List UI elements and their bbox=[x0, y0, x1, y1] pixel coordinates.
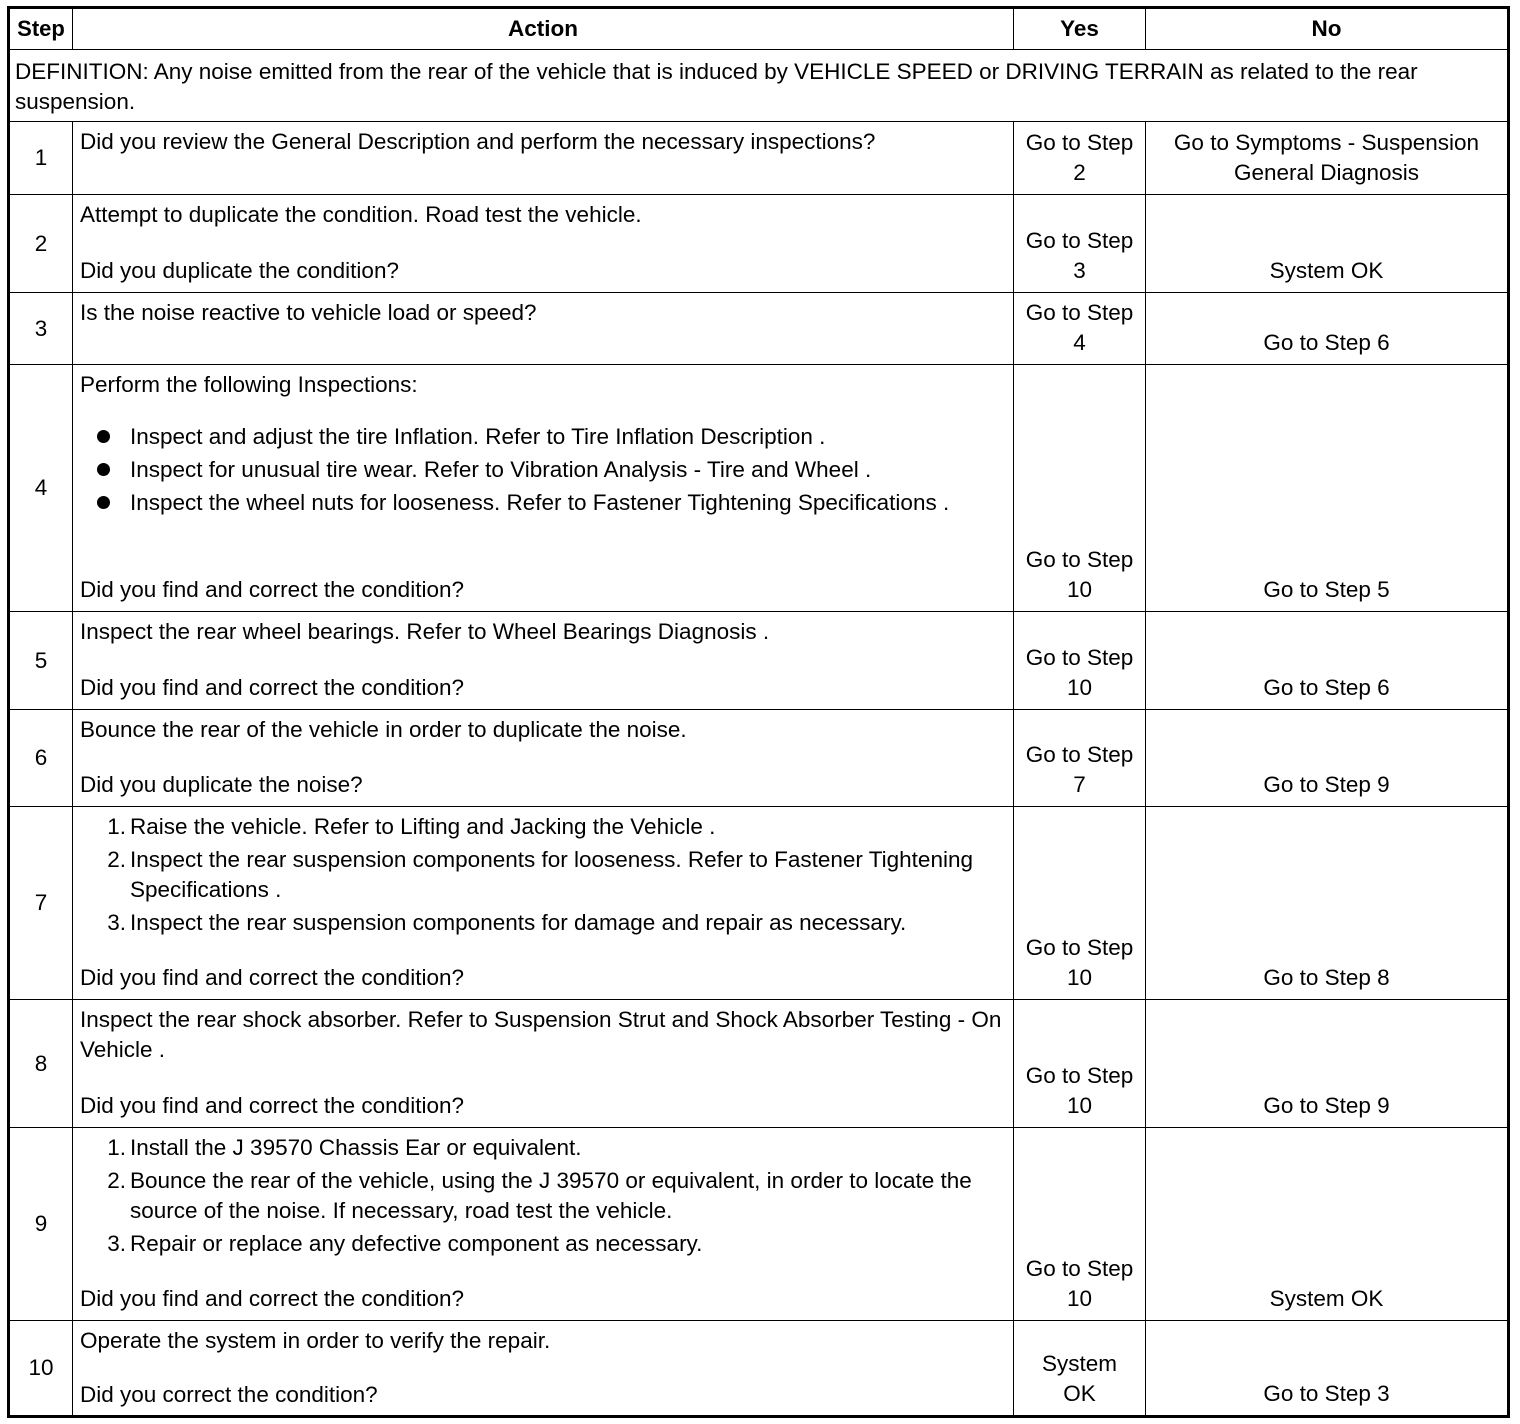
action-content bbox=[80, 1326, 1005, 1410]
action-content bbox=[80, 617, 1005, 703]
no-result bbox=[1146, 365, 1509, 612]
numbered-item bbox=[80, 1133, 1005, 1163]
numbered-item bbox=[80, 1166, 1005, 1226]
step-row bbox=[9, 365, 1509, 612]
action-question: Did you correct the condition? bbox=[80, 1382, 378, 1407]
definition-text: DEFINITION: Any noise emitted from the rear of the vehicle that is induced by VEHICLE SPEED or DRIVING TERRAIN as related to the rear suspension. bbox=[9, 50, 1509, 122]
action-content bbox=[80, 1133, 1005, 1314]
action-question: Did you find and correct the condition? bbox=[80, 1093, 464, 1118]
step-row bbox=[9, 1000, 1509, 1128]
yes-result bbox=[1014, 1321, 1146, 1417]
yes-result bbox=[1014, 612, 1146, 710]
step-number: 7 bbox=[9, 807, 73, 1000]
action-text: Operate the system in order to verify the repair. bbox=[80, 1328, 551, 1353]
yes-line: System bbox=[1041, 1351, 1117, 1376]
yes-line: 10 bbox=[1066, 1286, 1093, 1311]
step-row bbox=[9, 122, 1509, 195]
yes-line: 4 bbox=[1073, 330, 1086, 355]
no-result bbox=[1146, 195, 1509, 293]
step-row bbox=[9, 195, 1509, 293]
yes-line: Go to Step bbox=[1025, 300, 1134, 325]
action-question: Did you find and correct the condition? bbox=[80, 965, 464, 990]
action-content bbox=[80, 812, 1005, 993]
yes-line: Go to Step bbox=[1025, 1063, 1134, 1088]
no-line: System OK bbox=[1269, 258, 1384, 283]
step-row bbox=[9, 710, 1509, 807]
item-number: 2. bbox=[107, 1168, 126, 1193]
action-cell bbox=[73, 195, 1014, 293]
yes-line: Go to Step bbox=[1025, 547, 1134, 572]
yes-result bbox=[1014, 1128, 1146, 1321]
action-text: Is the noise reactive to vehicle load or speed? bbox=[80, 300, 537, 325]
action-content bbox=[80, 1005, 1005, 1121]
numbered-item bbox=[80, 908, 1005, 938]
yes-line: Go to Step bbox=[1025, 228, 1134, 253]
step-number: 1 bbox=[9, 122, 73, 195]
yes-line: 10 bbox=[1066, 577, 1093, 602]
yes-line: 3 bbox=[1073, 258, 1086, 283]
item-text: Inspect the rear suspension components for looseness. Refer to Fastener Tightening Specifications . bbox=[130, 847, 973, 902]
no-line: Go to Step 6 bbox=[1263, 675, 1390, 700]
action-body bbox=[80, 812, 1005, 941]
action-body bbox=[80, 200, 1005, 230]
action-cell bbox=[73, 710, 1014, 807]
action-cell bbox=[73, 1321, 1014, 1417]
action-question: Did you find and correct the condition? bbox=[80, 577, 464, 602]
bullet-text: Inspect for unusual tire wear. Refer to Vibration Analysis - Tire and Wheel . bbox=[130, 457, 872, 482]
step-row bbox=[9, 1321, 1509, 1417]
item-number: 3. bbox=[107, 910, 126, 935]
yes-line: 10 bbox=[1066, 1093, 1093, 1118]
yes-line: 7 bbox=[1073, 772, 1086, 797]
action-content bbox=[80, 370, 1005, 605]
action-text: Did you review the General Description and perform the necessary inspections? bbox=[80, 129, 876, 154]
step-number: 5 bbox=[9, 612, 73, 710]
action-text: Inspect the rear shock absorber. Refer to Suspension Strut and Shock Absorber Testing - On Vehicle . bbox=[80, 1007, 1002, 1062]
action-text: Perform the following Inspections: bbox=[80, 372, 418, 397]
no-line: System OK bbox=[1269, 1286, 1384, 1311]
item-text: Raise the vehicle. Refer to Lifting and Jacking the Vehicle . bbox=[130, 814, 716, 839]
action-body bbox=[80, 370, 1005, 521]
bullet-list bbox=[80, 422, 1005, 518]
yes-result bbox=[1014, 1000, 1146, 1128]
action-body bbox=[80, 127, 1005, 157]
no-line: Go to Step 8 bbox=[1263, 965, 1390, 990]
numbered-list bbox=[80, 1133, 1005, 1259]
bullet-text: Inspect and adjust the tire Inflation. Refer to Tire Inflation Description . bbox=[130, 424, 826, 449]
action-text: Attempt to duplicate the condition. Road test the vehicle. bbox=[80, 202, 642, 227]
diagnostic-table bbox=[7, 6, 1510, 1418]
step-number: 3 bbox=[9, 293, 73, 365]
no-result bbox=[1146, 612, 1509, 710]
action-cell bbox=[73, 612, 1014, 710]
no-result bbox=[1146, 122, 1509, 195]
no-result bbox=[1146, 293, 1509, 365]
bullet-text: Inspect the wheel nuts for looseness. Refer to Fastener Tightening Specifications . bbox=[130, 490, 950, 515]
step-number: 2 bbox=[9, 195, 73, 293]
no-result bbox=[1146, 710, 1509, 807]
action-cell bbox=[73, 1128, 1014, 1321]
step-number: 4 bbox=[9, 365, 73, 612]
bullet-item bbox=[80, 488, 1005, 518]
action-question: Did you find and correct the condition? bbox=[80, 1286, 464, 1311]
numbered-list bbox=[80, 812, 1005, 938]
definition-row bbox=[9, 50, 1509, 122]
step-row bbox=[9, 807, 1509, 1000]
action-body bbox=[80, 1326, 1005, 1356]
yes-result bbox=[1014, 710, 1146, 807]
bullet-icon bbox=[80, 422, 128, 452]
step-number: 6 bbox=[9, 710, 73, 807]
header-yes: Yes bbox=[1014, 8, 1146, 50]
action-question: Did you duplicate the condition? bbox=[80, 258, 399, 283]
item-number: 1. bbox=[107, 1135, 126, 1160]
yes-line: Go to Step bbox=[1025, 130, 1134, 155]
yes-line: OK bbox=[1063, 1381, 1096, 1406]
header-step: Step bbox=[9, 8, 73, 50]
action-text: Inspect the rear wheel bearings. Refer to Wheel Bearings Diagnosis . bbox=[80, 619, 770, 644]
action-text: Bounce the rear of the vehicle in order to duplicate the noise. bbox=[80, 717, 687, 742]
no-result bbox=[1146, 807, 1509, 1000]
bullet-item bbox=[80, 422, 1005, 452]
action-body bbox=[80, 1005, 1005, 1065]
no-line: Go to Step 5 bbox=[1263, 577, 1390, 602]
action-content bbox=[80, 298, 1005, 358]
yes-line: 10 bbox=[1066, 675, 1093, 700]
no-line: Go to Symptoms - Suspension bbox=[1173, 130, 1480, 155]
action-cell bbox=[73, 807, 1014, 1000]
no-line: Go to Step 3 bbox=[1263, 1381, 1390, 1406]
header-no: No bbox=[1146, 8, 1509, 50]
no-result bbox=[1146, 1128, 1509, 1321]
header-row bbox=[9, 8, 1509, 50]
step-row bbox=[9, 612, 1509, 710]
item-text: Inspect the rear suspension components for damage and repair as necessary. bbox=[130, 910, 907, 935]
bullet-icon bbox=[80, 455, 128, 485]
item-text: Repair or replace any defective component as necessary. bbox=[130, 1231, 703, 1256]
no-line: Go to Step 9 bbox=[1263, 772, 1390, 797]
no-line: General Diagnosis bbox=[1233, 160, 1420, 185]
step-number: 9 bbox=[9, 1128, 73, 1321]
action-body bbox=[80, 715, 1005, 745]
no-line: Go to Step 9 bbox=[1263, 1093, 1390, 1118]
no-result bbox=[1146, 1000, 1509, 1128]
action-question: Did you duplicate the noise? bbox=[80, 772, 363, 797]
yes-line: Go to Step bbox=[1025, 1256, 1134, 1281]
item-number: 1. bbox=[107, 814, 126, 839]
item-number: 2. bbox=[107, 847, 126, 872]
step-number: 8 bbox=[9, 1000, 73, 1128]
yes-result bbox=[1014, 122, 1146, 195]
yes-line: 2 bbox=[1073, 160, 1086, 185]
action-cell bbox=[73, 1000, 1014, 1128]
yes-line: Go to Step bbox=[1025, 742, 1134, 767]
bullet-item bbox=[80, 455, 1005, 485]
action-body bbox=[80, 1133, 1005, 1262]
header-action: Action bbox=[73, 8, 1014, 50]
action-question: Did you find and correct the condition? bbox=[80, 675, 464, 700]
action-content bbox=[80, 200, 1005, 286]
action-content bbox=[80, 715, 1005, 800]
yes-result bbox=[1014, 293, 1146, 365]
numbered-item bbox=[80, 1229, 1005, 1259]
no-line: Go to Step 6 bbox=[1263, 330, 1390, 355]
step-number: 10 bbox=[9, 1321, 73, 1417]
item-text: Bounce the rear of the vehicle, using the J 39570 or equivalent, in order to locate the source of the noise. If necessary, road test the vehicle. bbox=[130, 1168, 972, 1223]
no-result bbox=[1146, 1321, 1509, 1417]
action-cell bbox=[73, 365, 1014, 612]
yes-result bbox=[1014, 807, 1146, 1000]
yes-line: Go to Step bbox=[1025, 935, 1134, 960]
numbered-item bbox=[80, 845, 1005, 905]
bullet-icon bbox=[80, 488, 128, 518]
yes-line: 10 bbox=[1066, 965, 1093, 990]
action-body bbox=[80, 298, 1005, 328]
step-row bbox=[9, 1128, 1509, 1321]
item-text: Install the J 39570 Chassis Ear or equivalent. bbox=[130, 1135, 582, 1160]
numbered-item bbox=[80, 812, 1005, 842]
action-cell bbox=[73, 122, 1014, 195]
step-row bbox=[9, 293, 1509, 365]
action-content bbox=[80, 127, 1005, 188]
action-body bbox=[80, 617, 1005, 647]
item-number: 3. bbox=[107, 1231, 126, 1256]
yes-result bbox=[1014, 195, 1146, 293]
yes-result bbox=[1014, 365, 1146, 612]
action-cell bbox=[73, 293, 1014, 365]
yes-line: Go to Step bbox=[1025, 645, 1134, 670]
